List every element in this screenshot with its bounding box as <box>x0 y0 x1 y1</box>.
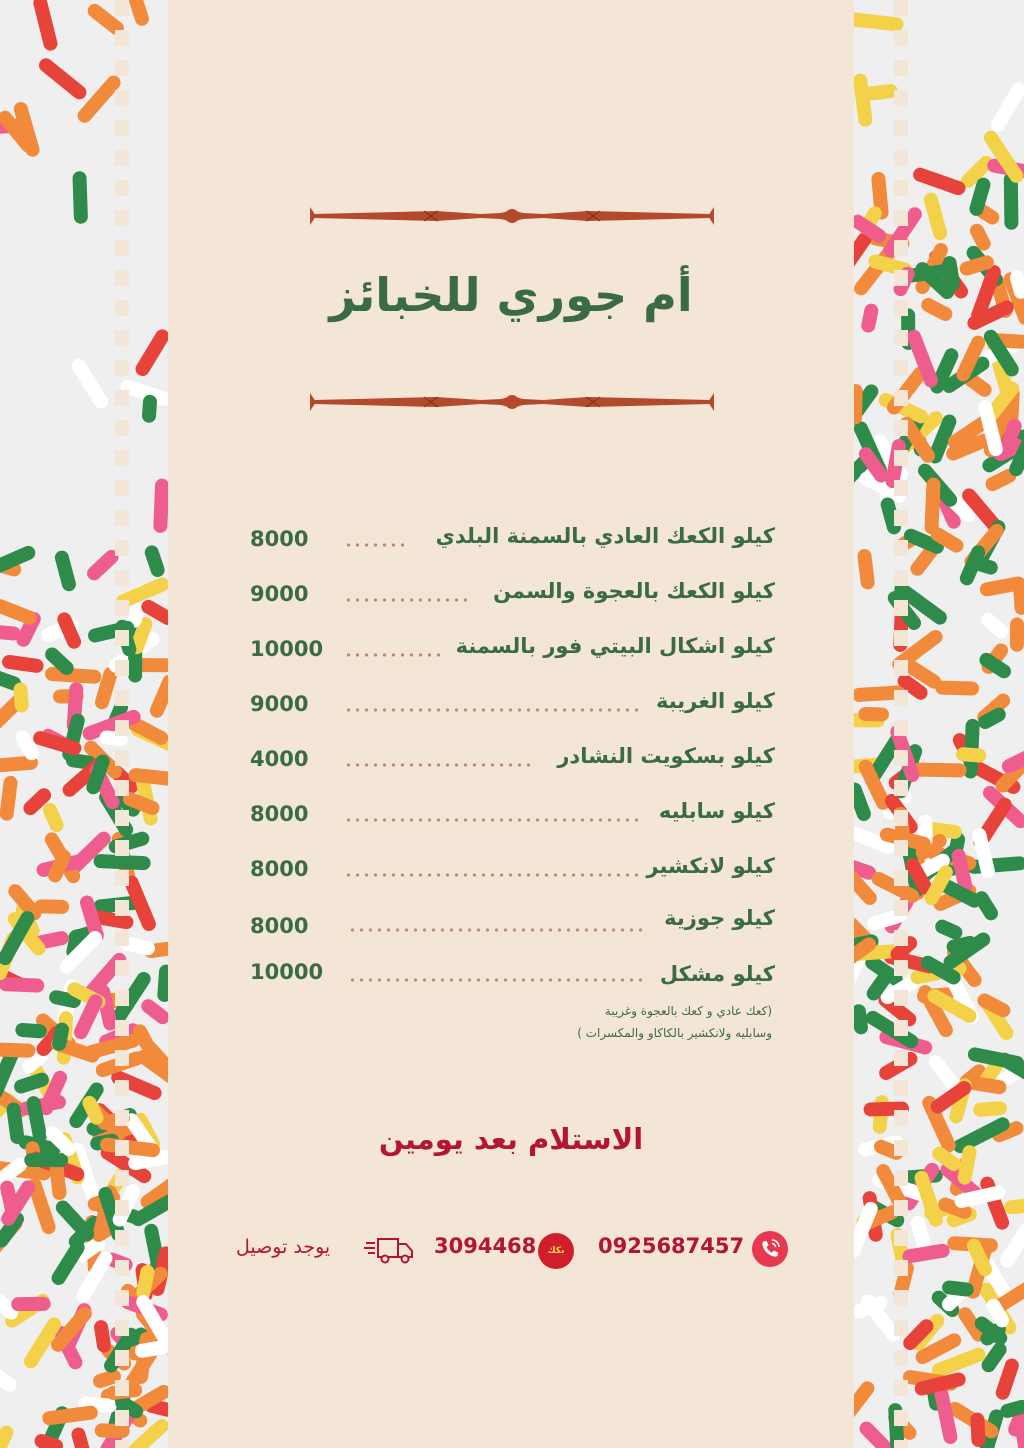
sprinkle <box>24 1153 68 1167</box>
sprinkle <box>70 1426 92 1448</box>
sprinkle <box>133 327 172 379</box>
sprinkle <box>1003 1197 1024 1215</box>
menu-item-name: كيلو الكعك بالعجوة والسمن <box>493 579 775 603</box>
delivery-truck-icon <box>364 1233 416 1267</box>
menu-item-price: 4000 <box>250 747 309 771</box>
sprinkle <box>0 624 21 641</box>
delivery-label: يوجد توصيل <box>236 1236 331 1258</box>
menu-item <box>250 524 775 556</box>
menu-item-name: كيلو جوزية <box>664 906 775 930</box>
pickup-notice: الاستلام بعد يومين <box>378 1122 644 1156</box>
sprinkle <box>0 1423 16 1448</box>
dotted-leader <box>344 763 536 767</box>
dotted-leader <box>344 708 640 712</box>
sprinkle <box>69 356 111 411</box>
sprinkle <box>0 977 45 993</box>
sprinkle <box>143 544 167 579</box>
sprinkle <box>912 762 967 777</box>
menu-note <box>472 1000 772 1044</box>
note-line: (كعك عادي و كعك بالعجوة وغريبة <box>604 1004 772 1018</box>
sprinkle <box>15 1022 47 1038</box>
menu-item <box>250 799 775 831</box>
sprinkle <box>919 296 955 324</box>
sprinkle <box>0 597 39 627</box>
menu-item <box>250 579 775 611</box>
sprinkle <box>1010 617 1024 651</box>
note-line: وسابليه ولانكشير بالكاكاو والمكسرات ) <box>577 1026 772 1040</box>
sprinkle <box>153 478 169 533</box>
sprinkle <box>860 302 880 333</box>
phone-number[interactable]: 0925687457 <box>598 1234 745 1258</box>
menu-item-name: كيلو سابليه <box>658 799 775 823</box>
menu-item-name: كيلو الكعك العادي بالسمنة البلدي <box>435 524 775 548</box>
menu-item-price: 8000 <box>250 857 309 881</box>
sprinkle <box>41 1405 98 1426</box>
phone-icon <box>752 1231 788 1267</box>
dotted-leader <box>344 598 472 602</box>
shop-number[interactable]: 3094468 <box>434 1234 537 1258</box>
sprinkle <box>0 1360 19 1394</box>
menu-item-price: 8000 <box>250 914 309 938</box>
dotted-leader <box>348 978 644 982</box>
shop-logo-icon: بكك <box>538 1233 574 1269</box>
sprinkle <box>0 1042 36 1058</box>
menu-item <box>250 744 775 776</box>
top-ornament-divider <box>306 203 718 229</box>
menu-item-price: 8000 <box>250 802 309 826</box>
sprinkle <box>11 1297 51 1311</box>
sprinkle <box>955 747 986 763</box>
dotted-leader <box>344 653 442 657</box>
sprinkle <box>41 801 66 835</box>
menu-item-name: كيلو بسكويت النشادر <box>557 744 775 768</box>
sprinkle <box>32 0 59 52</box>
menu-item-price: 10000 <box>250 637 324 661</box>
sprinkle <box>970 1412 986 1447</box>
sprinkle <box>36 55 89 102</box>
menu-item-price: 9000 <box>250 692 309 716</box>
dotted-leader <box>344 543 404 547</box>
right-perforated-border <box>894 0 908 1448</box>
sprinkle <box>911 166 967 197</box>
menu-item-price: 8000 <box>250 527 309 551</box>
menu-item-price: 10000 <box>250 960 324 984</box>
sprinkle <box>988 80 1024 135</box>
menu-item-name: كيلو لانكشير <box>646 854 775 878</box>
sprinkle <box>49 1238 87 1288</box>
sprinkle <box>53 549 77 593</box>
sprinkle <box>922 191 948 242</box>
menu-item-name: كيلو مشكل <box>659 962 775 986</box>
dotted-leader <box>344 818 640 822</box>
menu-item <box>250 634 775 666</box>
menu-item-name: كيلو اشكال البيتي فور بالسمنة <box>455 634 775 658</box>
sprinkle <box>93 1319 112 1353</box>
menu-item <box>250 854 775 886</box>
bottom-ornament-divider <box>306 389 718 415</box>
sprinkle <box>142 394 158 423</box>
menu-item-name: كيلو الغريبة <box>655 689 775 713</box>
menu-item <box>250 689 775 721</box>
sprinkle <box>857 548 876 590</box>
menu-item <box>250 962 775 994</box>
sprinkle <box>924 477 940 534</box>
page-title: أم جوري للخبائز <box>329 268 693 322</box>
left-perforated-border <box>115 0 129 1448</box>
menu-item <box>250 906 775 938</box>
sprinkle <box>973 1101 1008 1118</box>
sprinkle <box>858 707 889 722</box>
dotted-leader <box>344 873 640 877</box>
dotted-leader <box>348 928 644 932</box>
sprinkle <box>72 171 88 224</box>
sprinkle <box>978 610 1011 641</box>
sprinkle <box>935 680 979 695</box>
sprinkle <box>0 775 18 821</box>
sprinkle <box>1 654 44 674</box>
sprinkle <box>13 682 29 713</box>
menu-item-price: 9000 <box>250 582 309 606</box>
